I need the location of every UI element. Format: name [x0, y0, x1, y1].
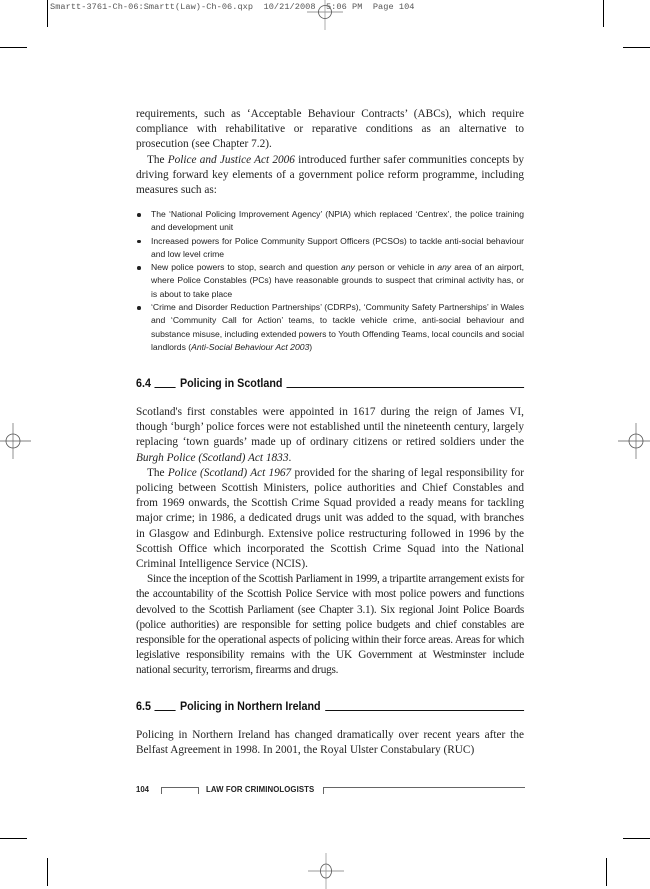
registration-mark-bottom-icon — [308, 853, 344, 889]
heading-rule-short — [154, 387, 175, 388]
section-6-4-heading-wrapper — [136, 376, 524, 390]
crop-mark-top-right-vertical — [603, 0, 604, 27]
measures-bullet-list — [136, 208, 524, 354]
crop-mark-top-left-horizontal — [0, 47, 27, 48]
bullet-item — [136, 208, 524, 235]
text-run: introduced further safer communities concepts by driving forward key elements of a government police reform programme, including measures such as: — [136, 153, 525, 197]
act-title: Police and Justice Act 2006 — [167, 153, 295, 166]
registration-mark-top-icon — [307, 0, 343, 30]
bullet-text: New police powers to stop, search and question — [151, 262, 341, 273]
page-footer — [136, 784, 524, 798]
section-heading — [136, 699, 524, 713]
bullet-item — [136, 261, 524, 301]
footer-rule-box — [161, 787, 199, 794]
crop-mark-bottom-right-vertical — [606, 858, 607, 886]
page-number: 104 — [136, 785, 150, 794]
emphasis: any — [341, 262, 355, 273]
text-run: The — [147, 153, 168, 166]
section-6-5-body — [136, 728, 524, 758]
bullet-text: The ‘National Policing Improvement Agency’ (NPIA) which replaced ‘Centrex’, the police training and development unit — [151, 209, 524, 233]
text-run: . — [288, 451, 292, 464]
intro-paragraph-2 — [136, 153, 524, 199]
paragraph — [136, 466, 524, 572]
bullet-text: Increased powers for Police Community Support Officers (PCSOs) to tackle anti-social behaviour and low level crime — [151, 235, 524, 259]
heading-rule-long — [325, 710, 524, 711]
section-heading — [136, 376, 524, 390]
footer-rule-line — [323, 787, 525, 794]
section-title: Policing in Northern Ireland — [179, 699, 321, 713]
emphasis: any — [437, 262, 452, 273]
bullet-text: area of an airport, where Police Constables (PCs) have reasonable grounds to suspect that criminal activity has, or is about to take place — [151, 262, 525, 299]
intro-paragraph-1: requirements, such as ‘Acceptable Behaviour Contracts’ (ABCs), which require compliance with rehabilitative or reparative conditions as an alternative to prosecution (see Chapter 7.2). — [136, 108, 524, 151]
intro-text — [136, 107, 524, 198]
registration-mark-right-icon — [618, 423, 650, 459]
bullet-icon — [137, 266, 141, 270]
heading-rule-short — [154, 710, 175, 711]
printer-slug-line: Smartt-3761-Ch-06:Smartt(Law)-Ch-06.qxp 10/21/2008 5:06 PM Page 104 — [50, 2, 415, 12]
crop-mark-bottom-left-vertical — [47, 858, 48, 886]
paragraph: Policing in Northern Ireland has changed dramatically over recent years after the Belfast Agreement in 1998. In 2001, the Royal Ulster Constabulary (RUC) — [136, 729, 524, 757]
heading-rule-long — [287, 387, 524, 388]
bullet-text: person or vehicle in — [354, 262, 438, 273]
text-run: The — [147, 466, 168, 479]
bullet-text: ) — [309, 341, 313, 352]
section-title: Policing in Scotland — [179, 376, 283, 390]
bullet-icon — [137, 213, 141, 217]
paragraph: Since the inception of the Scottish Parliament in 1999, a tripartite arrangement exists for the accountability of the Scottish Police Service with most police powers and functions devolved to the Scottish Parliament (see Chapter 3.1). Six regional Joint Police Boards (police authorities) are responsible for setting police budgets and chief constables are responsible for the operational aspects of policing within their force areas. Areas for which legislative responsibility remains with the UK Government at Westminster include national security, terrorism, firearms and drugs. — [136, 573, 524, 677]
section-6-4-body — [136, 405, 524, 679]
bullet-icon — [137, 240, 141, 244]
act-title: Burgh Police (Scotland) Act 1833 — [136, 451, 289, 464]
section-6-5-heading-wrapper — [136, 699, 524, 713]
bullet-item — [136, 235, 524, 262]
crop-mark-bottom-left-horizontal — [0, 838, 27, 839]
act-title: Anti-Social Behaviour Act 2003 — [191, 341, 310, 352]
crop-mark-top-right-horizontal — [623, 47, 650, 48]
crop-mark-top-left-vertical — [47, 0, 48, 27]
book-title: LAW FOR CRIMINOLOGISTS — [206, 785, 315, 794]
crop-mark-bottom-right-horizontal — [623, 838, 650, 839]
text-run: Scotland's first constables were appointed in 1617 during the reign of James VI, though ‘burgh’ police forces were not established until the nineteenth century, largely replacing ‘town guards’ made up of ordinary citizens or retired soldiers under the — [136, 406, 524, 449]
text-run: provided for the sharing of legal responsibility for policing between Scottish Ministers, police authorities and Chief Constables and from 1969 onwards, the Scottish Crime Squad provided a ready means for tackling major crime; in 1986, a dedicated drugs unit was added to the squad, with branches in Glasgow and Edinburgh. Extensive police restructuring followed in 1996 by the Scottish Office which incorporated the Scottish Crime Squad into the National Criminal Intelligence Service (NCIS). — [136, 466, 524, 571]
act-title: Police (Scotland) Act 1967 — [167, 466, 292, 479]
bullet-icon — [137, 306, 141, 310]
bullet-text: ‘Crime and Disorder Reduction Partnerships’ (CDRPs), ‘Community Safety Partnerships’ in Wales and ‘Community Call for Action’ teams, to tackle vehicle crime, anti-social behaviour and substance misuse, including extended powers to Youth Offending Teams, local councils and social landlords ( — [151, 302, 524, 352]
section-number: 6.4 — [136, 376, 151, 390]
paragraph — [136, 405, 524, 466]
section-number: 6.5 — [136, 699, 151, 713]
registration-mark-left-icon — [0, 423, 31, 459]
bullet-item — [136, 301, 524, 354]
